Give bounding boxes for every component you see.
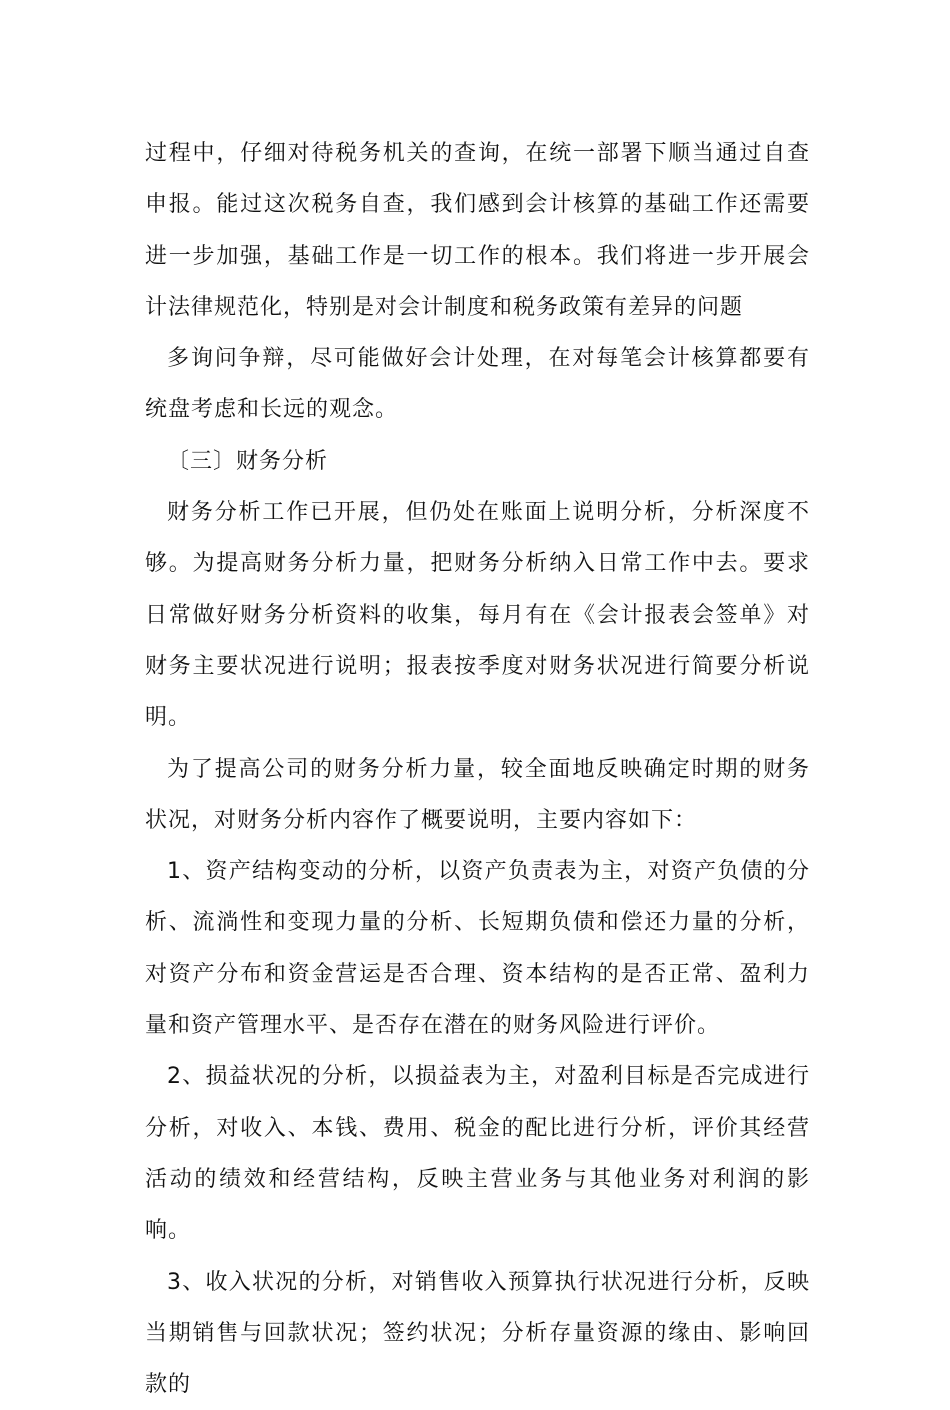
section-heading-financial-analysis: 〔三〕财务分析: [167, 448, 329, 474]
list-item-income-status: 3、收入状况的分析，对销售收入预算执行状况进行分析，反映当期销售与回款状况；签约状况；分析存量资源的缘由、影响回款的: [145, 1269, 810, 1398]
paragraph-financial-analysis-purpose: 为了提高公司的财务分析力量，较全面地反映确定时期的财务状况，对财务分析内容作了概要说明，主要内容如下：: [145, 756, 810, 833]
paragraph-financial-analysis-status: 财务分析工作已开展，但仍处在账面上说明分析，分析深度不够。为提高财务分析力量，把财务分析纳入日常工作中去。要求日常做好财务分析资料的收集，每月有在《会计报表会签单》对财务主要状况进行说明；报表按季度对财务状况进行简要分析说明。: [145, 500, 810, 731]
paragraph-accounting-treatment: 多询问争辩，尽可能做好会计处理，在对每笔会计核算都要有统盘考虑和长远的观念。: [145, 346, 810, 423]
list-item-profit-loss: 2、损益状况的分析，以损益表为主，对盈利目标是否完成进行分析，对收入、本钱、费用、税金的配比进行分析，评价其经营活动的绩效和经营结构，反映主营业务与其他业务对利润的影响。: [145, 1064, 810, 1244]
paragraph-tax-review-continued: 过程中，仔细对待税务机关的查询，在统一部署下顺当通过自查申报。能过这次税务自查，我们感到会计核算的基础工作还需要进一步加强，基础工作是一切工作的根本。我们将进一步开展会计法律规范化，特别是对会计制度和税务政策有差异的问题: [145, 141, 810, 320]
list-item-asset-structure: 1、资产结构变动的分析，以资产负责表为主，对资产负债的分析、流淌性和变现力量的分析、长短期负债和偿还力量的分析，对资产分布和资金营运是否合理、资本结构的是否正常、盈利力量和资产管理水平、是否存在潜在的财务风险进行评价。: [145, 859, 810, 1039]
document-body: [145, 128, 810, 1410]
